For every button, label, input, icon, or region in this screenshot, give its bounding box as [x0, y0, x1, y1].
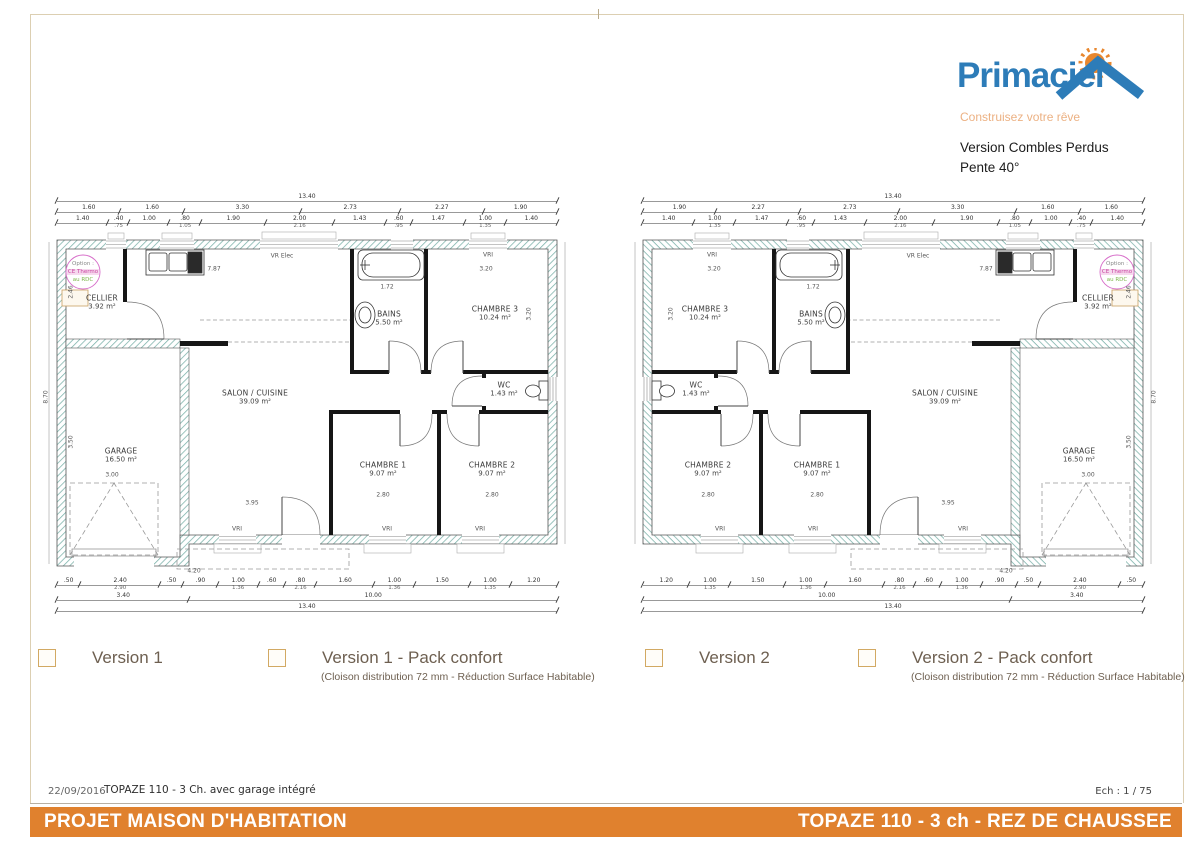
dimension-value: 1.20	[511, 578, 557, 586]
room-label: SALON / CUISINE 39.09 m²	[911, 388, 979, 406]
plan-annotation: 7.87	[207, 265, 221, 273]
dimension-value: 1.00	[129, 216, 170, 224]
dimension-subvalue: 1.36	[955, 585, 968, 591]
dimension-row	[57, 593, 557, 601]
dimension-value: 3.40	[57, 593, 189, 601]
dimension-row	[57, 604, 557, 612]
plan-annotation: au RDC	[1106, 277, 1128, 283]
plan-annotation: 2.80	[810, 491, 824, 499]
pente-label: Pente 40°	[960, 160, 1020, 175]
plan-annotation: 3.50	[1125, 435, 1133, 449]
dimension-value: 2.73	[800, 205, 899, 213]
dimension-value: 2.27	[716, 205, 800, 213]
dimension-value: 13.40	[57, 604, 557, 612]
scale-label: Ech : 1 / 75	[1095, 786, 1152, 797]
dimension-value: 1.90	[643, 205, 716, 213]
dimension-row	[57, 205, 557, 213]
dimension-value: 10.00	[643, 593, 1011, 601]
plan-annotation: 1.72	[380, 283, 394, 291]
dimension-value: 13.40	[643, 194, 1143, 202]
center-fold-mark	[598, 9, 599, 19]
room-label: BAINS 5.50 m²	[797, 309, 825, 327]
dimension-row	[643, 593, 1143, 601]
plan-annotation: 3.20	[707, 265, 721, 273]
dimension-value: 1.00 1.35	[694, 216, 735, 224]
dimension-value: 1.00 1.35	[689, 578, 730, 586]
legend-item-version-2-pack-confort	[858, 648, 1185, 683]
room-label: WC 1.43 m²	[490, 380, 518, 398]
dimension-value: 1.90	[201, 216, 266, 224]
document-title: TOPAZE 110 - 3 Ch. avec garage intégré	[104, 784, 316, 796]
dimension-value: 1.47	[735, 216, 788, 224]
dimension-row	[57, 215, 557, 229]
dimension-row	[57, 194, 557, 202]
dimension-value: .50	[1017, 578, 1040, 586]
dimension-subvalue: 1.35	[483, 585, 497, 591]
dimension-value: 1.47	[412, 216, 465, 224]
plan-annotation: 8.70	[42, 390, 50, 404]
plan-annotation: 3.00	[1081, 471, 1095, 479]
dimension-value: .40 .75	[1071, 216, 1091, 224]
dimension-subvalue: .95	[394, 223, 404, 229]
dimension-value: 3.30	[899, 205, 1016, 213]
dimension-row	[643, 194, 1143, 202]
plan-annotation: 4.20	[187, 567, 201, 575]
plan-annotation: Option :	[72, 261, 94, 267]
plan-annotation: 3.20	[479, 265, 493, 273]
plan-annotation: 2.80	[701, 491, 715, 499]
dimension-value: 1.00	[1031, 216, 1072, 224]
plan-annotation: 4.20	[999, 567, 1013, 575]
room-label: BAINS 5.50 m²	[375, 309, 403, 327]
dimension-value: 3.30	[184, 205, 301, 213]
dimension-value: 2.73	[301, 205, 400, 213]
dimension-value: 2.00 2.16	[866, 216, 934, 224]
plan-annotation: VRI	[807, 525, 819, 533]
room-label: CELLIER 3.92 m²	[86, 293, 118, 311]
legend-note: (Cloison distribution 72 mm - Réduction Surface Habitable)	[911, 671, 1185, 683]
version-2-pack-confort-checkbox[interactable]	[858, 649, 876, 667]
plan-annotation: 3.95	[245, 499, 259, 507]
dimension-value: 1.40	[57, 216, 108, 224]
plan-annotation: VRI	[474, 525, 486, 533]
dimension-subvalue: 2.16	[893, 585, 906, 591]
dimension-value: 1.00 1.36	[218, 578, 259, 586]
plan-annotation: 2.46	[1125, 285, 1133, 299]
plan-annotation: 3.95	[941, 499, 955, 507]
legend-label: Version 2 - Pack confort	[912, 648, 1093, 667]
plan-annotation: VR Elec	[906, 252, 930, 260]
dimension-subvalue: 2.90	[114, 585, 127, 591]
dimension-value: 2.40 2.90	[80, 578, 160, 586]
version-1-checkbox[interactable]	[38, 649, 56, 667]
dimension-row	[57, 577, 557, 591]
dimension-value: 2.27	[400, 205, 484, 213]
room-label: CHAMBRE 1 9.07 m²	[359, 460, 407, 478]
dimension-value: 1.43	[334, 216, 386, 224]
dimension-value: .50	[1120, 578, 1143, 586]
version-combles-label: Version Combles Perdus	[960, 140, 1109, 155]
plan-annotation: 2.80	[485, 491, 499, 499]
plan-annotation: 3.50	[67, 435, 75, 449]
room-label: CHAMBRE 2 9.07 m²	[468, 460, 516, 478]
dimension-value: 1.50	[730, 578, 785, 586]
dimension-value: 1.00 1.36	[785, 578, 826, 586]
dimension-value: .80 2.16	[884, 578, 916, 586]
plan-annotation: VRI	[231, 525, 243, 533]
dimension-subvalue: 2.90	[1073, 585, 1086, 591]
dimension-value: 10.00	[189, 593, 557, 601]
dimension-subvalue: 2.16	[894, 223, 907, 229]
dimension-value: .40 .75	[108, 216, 128, 224]
dimension-subvalue: .95	[796, 223, 806, 229]
room-label: CHAMBRE 3 10.24 m²	[681, 304, 729, 322]
dimension-subvalue: 1.05	[178, 223, 192, 229]
plan-annotation: 7.87	[979, 265, 993, 273]
plan-annotation: CE Thermo	[67, 269, 99, 275]
dimension-value: .60	[259, 578, 285, 586]
legend-item-version-2	[645, 648, 770, 668]
legend-label: Version 2	[699, 648, 770, 667]
project-title: PROJET MAISON D'HABITATION	[44, 811, 347, 832]
dimension-value: .60 .95	[788, 216, 814, 224]
plan-annotation: VRI	[706, 251, 718, 259]
dimension-subvalue: 2.16	[293, 223, 306, 229]
dimension-value: 1.40	[643, 216, 694, 224]
dimension-row	[643, 205, 1143, 213]
dimension-value: 1.20	[643, 578, 689, 586]
dimension-value: 1.60	[1080, 205, 1143, 213]
dimension-value: 1.50	[415, 578, 470, 586]
dimension-value: .60	[915, 578, 941, 586]
dimension-subvalue: 1.36	[799, 585, 812, 591]
dimension-subvalue: 1.05	[1008, 223, 1022, 229]
dimension-value: 1.60	[1016, 205, 1079, 213]
floor-plan-version-1	[42, 192, 572, 620]
dimension-value: 1.90	[934, 216, 999, 224]
dimension-value: 2.00 2.16	[266, 216, 334, 224]
dimension-value: 13.40	[57, 194, 557, 202]
legend-item-version-1	[38, 648, 163, 668]
plan-annotation: VRI	[381, 525, 393, 533]
dimension-value: 1.00 1.36	[941, 578, 982, 586]
room-label: CHAMBRE 3 10.24 m²	[471, 304, 519, 322]
room-label: GARAGE 16.50 m²	[104, 446, 138, 464]
dimension-value: 1.60	[316, 578, 374, 586]
dimension-row	[643, 577, 1143, 591]
room-label: CHAMBRE 1 9.07 m²	[793, 460, 841, 478]
dimension-value: 1.00 1.35	[470, 578, 511, 586]
dimension-subvalue: 2.16	[294, 585, 307, 591]
dimension-subvalue: 1.36	[388, 585, 401, 591]
dimension-value: 1.60	[57, 205, 120, 213]
plan-annotation: VRI	[482, 251, 494, 259]
version-1-pack-confort-checkbox[interactable]	[268, 649, 286, 667]
dimension-value: .80 2.16	[285, 578, 317, 586]
date-label: 22/09/2016	[48, 786, 106, 797]
dimension-subvalue: 1.35	[708, 223, 721, 229]
footer-divider	[30, 803, 1182, 804]
dimension-value: 1.60	[826, 578, 884, 586]
room-label: GARAGE 16.50 m²	[1062, 446, 1096, 464]
dimension-value: 13.40	[643, 604, 1143, 612]
dimension-value: .90	[982, 578, 1016, 586]
plan-annotation: Option :	[1106, 261, 1128, 267]
dimension-value: 1.40	[1092, 216, 1143, 224]
dimension-value: .60 .95	[386, 216, 412, 224]
dimension-value: 1.60	[120, 205, 183, 213]
dimension-value: 3.40	[1011, 593, 1143, 601]
dimension-subvalue: .75	[114, 223, 124, 229]
floor-plan-version-2	[628, 192, 1158, 620]
legend-note: (Cloison distribution 72 mm - Réduction Surface Habitable)	[321, 671, 595, 683]
legend-label: Version 1 - Pack confort	[322, 648, 503, 667]
dimension-value: 1.00 1.35	[465, 216, 506, 224]
brand-name: Primaciel	[957, 56, 1104, 95]
dimension-value: .50	[160, 578, 183, 586]
dimension-subvalue: 1.35	[703, 585, 717, 591]
room-label: CHAMBRE 2 9.07 m²	[684, 460, 732, 478]
dimension-row	[643, 215, 1143, 229]
version-2-checkbox[interactable]	[645, 649, 663, 667]
legend-label: Version 1	[92, 648, 163, 667]
plan-title: TOPAZE 110 - 3 ch - REZ DE CHAUSSEE	[797, 811, 1172, 832]
dimension-value: 1.00 1.36	[374, 578, 415, 586]
plan-annotation: 3.00	[105, 471, 119, 479]
dimension-subvalue: 1.36	[232, 585, 245, 591]
dimension-value: 1.43	[814, 216, 866, 224]
plan-annotation: CE Thermo	[1101, 269, 1133, 275]
plan-annotation: VRI	[957, 525, 969, 533]
dimension-subvalue: 1.35	[479, 223, 492, 229]
plan-annotation: VRI	[714, 525, 726, 533]
dimension-value: .80 1.05	[169, 216, 200, 224]
dimension-value: .90	[183, 578, 217, 586]
plan-annotation: 8.70	[1150, 390, 1158, 404]
title-bar	[30, 807, 1182, 837]
dimension-value: 2.40 2.90	[1040, 578, 1120, 586]
brand-header	[955, 48, 1175, 183]
dimension-subvalue: .75	[1076, 223, 1086, 229]
dimension-value: .80 1.05	[999, 216, 1030, 224]
plan-annotation: 3.20	[667, 307, 675, 321]
plan-annotation: au RDC	[72, 277, 94, 283]
plan-annotation: 3.20	[525, 307, 533, 321]
plan-annotation: 2.80	[376, 491, 390, 499]
dimension-value: 1.90	[484, 205, 557, 213]
plan-annotation: 1.72	[806, 283, 820, 291]
room-label: SALON / CUISINE 39.09 m²	[221, 388, 289, 406]
dimension-value: .50	[57, 578, 80, 586]
plan-annotation: VR Elec	[270, 252, 294, 260]
brand-tagline: Construisez votre rêve	[960, 110, 1081, 124]
dimension-value: 1.40	[506, 216, 557, 224]
plan-annotation: 2.46	[67, 285, 75, 299]
legend-item-version-1-pack-confort	[268, 648, 595, 683]
room-label: WC 1.43 m²	[682, 380, 710, 398]
room-label: CELLIER 3.92 m²	[1082, 293, 1114, 311]
dimension-row	[643, 604, 1143, 612]
